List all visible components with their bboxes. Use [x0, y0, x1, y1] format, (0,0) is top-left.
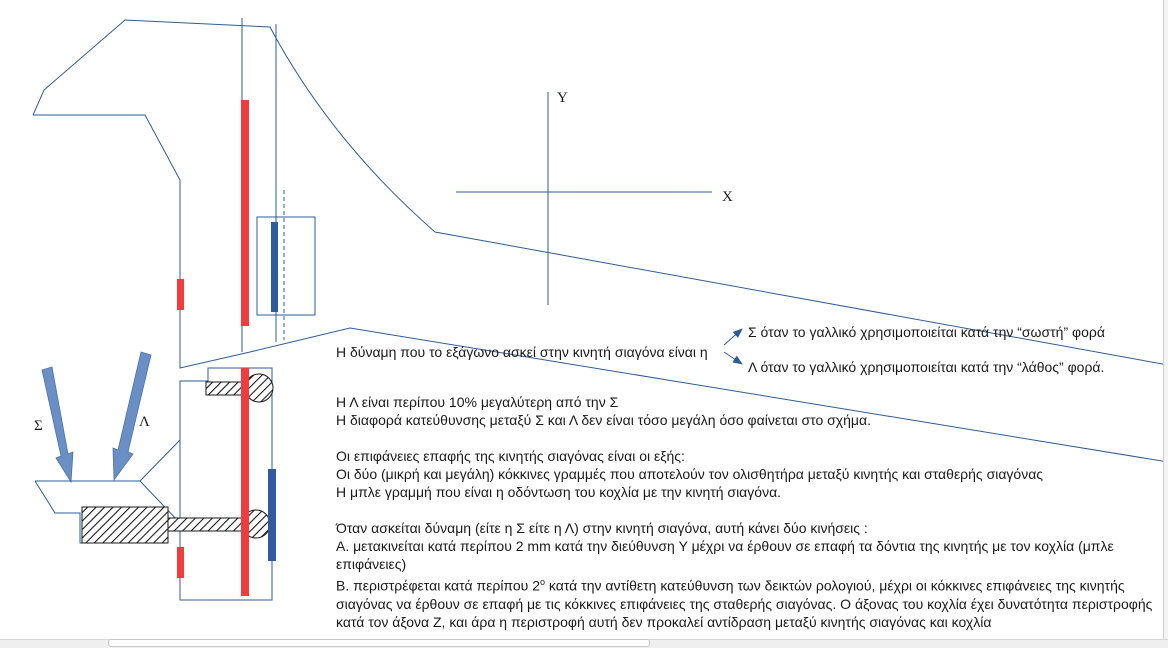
blue-screw-teeth: [271, 222, 278, 312]
lower-large-red-strip: [241, 368, 249, 596]
hatched-roller-upper: [245, 374, 273, 402]
paragraph-2-line-3: Η μπλε γραμμή που είναι η οδόντωση του κοχλία με την κινητή σιαγόνα.: [336, 484, 782, 500]
option-lambda-text: Λ όταν το γαλλικό χρησιμοποιείται κατά την “λάθος” φορά.: [748, 359, 1105, 375]
screw-window: [257, 217, 315, 315]
paragraph-2: [336, 447, 1043, 501]
paragraph-1-line-2: Η διαφορά κατεύθυνσης μεταξύ Σ και Λ δεν είναι τόσο μεγάλη όσο φαίνεται στο σχήμα.: [336, 412, 871, 428]
paragraph-3-line-3: επιφάνειες): [336, 556, 407, 572]
horizontal-scrollbar[interactable]: [0, 639, 1168, 648]
option-arrow-down: [724, 352, 742, 364]
paragraph-3-line-1: Όταν ασκείται δύναμη (είτε η Σ είτε η Λ) στην κινητή σιαγόνα, αυτή κάνει δύο κινήσεις :: [336, 520, 868, 536]
paragraph-3-line-6: κατά τον άξονα Ζ, και άρα η περιστροφή αυτή δεν προκαλεί αντίδραση μεταξύ κινητής σιαγόνας και κοχλία: [336, 613, 992, 630]
lambda-label: Λ: [139, 414, 150, 430]
intro-text: Η δύναμη που το εξάγωνο ασκεί στην κινητή σιαγόνα είναι η: [336, 344, 708, 360]
sigma-force-arrow: [42, 367, 73, 482]
y-axis-label: Y: [557, 90, 568, 106]
paragraph-2-line-2: Οι δύο (μικρή και μεγάλη) κόκκινες γραμμές που αποτελούν τον ολισθητήρα μεταξύ κινητής και σταθερής σιαγόνας: [336, 466, 1044, 482]
degree-superscript: ο: [540, 577, 546, 587]
paragraph-3-line-2: Α. μετακινείται κατά περίπου 2 mm κατά την διεύθυνση Y μέχρι να έρθουν σε επαφή τα δόντια της κινητής με τον κοχλία (μπλε: [336, 538, 1114, 554]
line-4-prefix: Β. περιστρέφεται κατά περίπου 2: [336, 577, 541, 594]
vertical-scrollbar[interactable]: [1163, 0, 1168, 648]
paragraph-3-line-4: [336, 573, 1152, 595]
moving-jaw-diagonal: [140, 440, 180, 481]
lower-blue-screw-teeth: [268, 469, 276, 561]
paragraph-3-line-5: σιαγόνας να έρθουν σε επαφή με τις κόκκινες επιφάνειες της σταθερής σιαγόνας. Ο άξονας του κοχλία έχει δυνατότητα περιστροφής: [336, 595, 1153, 612]
horizontal-scroll-thumb[interactable]: [108, 639, 650, 647]
paragraph-2-line-1: Οι επιφάνειες επαφής της κινητής σιαγόνας είναι οι εξής:: [336, 448, 685, 464]
line-4-suffix: κατά την αντίθετη κατεύθυνση των δεικτών ρολογιού, μέχρι οι κόκκινες επιφάνειες της κινητής: [545, 577, 1125, 594]
paragraph-1: [336, 393, 871, 429]
sigma-label: Σ: [34, 418, 43, 434]
option-arrow-up: [724, 329, 742, 345]
lower-small-red-strip: [177, 547, 184, 578]
small-red-slide-strip: [177, 279, 184, 310]
option-sigma-text: Σ όταν το γαλλικό χρησιμοποιείται κατά την “σωστή” φορά: [748, 324, 1105, 340]
large-red-slide-strip: [241, 100, 249, 326]
x-axis-label: X: [722, 189, 733, 205]
paragraph-3: [336, 519, 1152, 631]
paragraph-1-line-1: Η Λ είναι περίπου 10% μεγαλύτερη από την Σ: [336, 394, 619, 410]
moving-jaw-outline: [35, 368, 272, 600]
hatched-block: [82, 507, 168, 543]
